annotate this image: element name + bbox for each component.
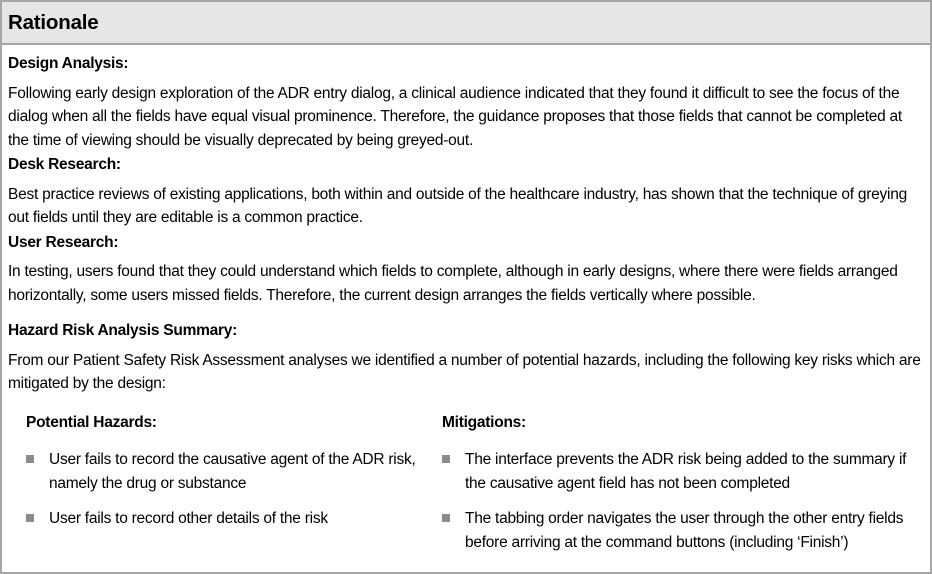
hazard-item-text: User fails to record other details of the risk	[49, 510, 328, 527]
hazards-mitigations-table	[8, 411, 924, 567]
mitigation-item	[442, 507, 922, 554]
hazards-column	[8, 411, 442, 567]
design-analysis-heading: Design Analysis:	[8, 55, 129, 72]
square-bullet-icon	[26, 514, 34, 522]
hazard-summary-text: From our Patient Safety Risk Assessment analyses we identified a number of potential hazards, including the following key risks which are mitigated by the design:	[8, 351, 921, 392]
square-bullet-icon	[442, 455, 450, 463]
panel-content	[2, 52, 930, 566]
hazard-item-text: User fails to record the causative agent of the ADR risk, namely the drug or substance	[49, 451, 416, 492]
hazard-item	[26, 507, 442, 531]
mitigation-item-text: The interface prevents the ADR risk being added to the summary if the causative agent field has not been completed	[465, 451, 907, 492]
mitigation-item-text: The tabbing order navigates the user through the other entry fields before arriving at the command buttons (including ‘Finish’)	[465, 510, 904, 551]
mitigations-heading: Mitigations:	[442, 413, 526, 431]
panel-title: Rationale	[8, 10, 99, 34]
user-research-heading: User Research:	[8, 233, 119, 251]
square-bullet-icon	[442, 514, 450, 522]
desk-research-heading: Desk Research:	[8, 156, 121, 173]
design-analysis-text: Following early design exploration of the ADR entry dialog, a clinical audience indicated that they found it difficult to see the focus of the dialog when all the fields have equal visual prominence. Therefore, the guidance proposes that those fields that cannot be completed at the time of viewing should be visually deprecated by being greyed-out.	[8, 84, 902, 149]
mitigation-item	[442, 448, 922, 495]
mitigations-column	[442, 411, 922, 567]
panel-header	[2, 2, 930, 45]
hazards-heading: Potential Hazards:	[26, 413, 157, 431]
user-research-text: In testing, users found that they could understand which fields to complete, although in early designs, where there were fields arranged horizontally, some users missed fields. Therefore, the current design arranges the fields vertically where possible.	[8, 263, 898, 304]
square-bullet-icon	[26, 455, 34, 463]
hazard-item	[26, 448, 442, 495]
desk-research-text: Best practice reviews of existing applications, both within and outside of the healthcare industry, has shown that the technique of greying out fields until they are editable is a common practice.	[8, 185, 907, 226]
hazard-summary-heading: Hazard Risk Analysis Summary:	[8, 322, 238, 339]
